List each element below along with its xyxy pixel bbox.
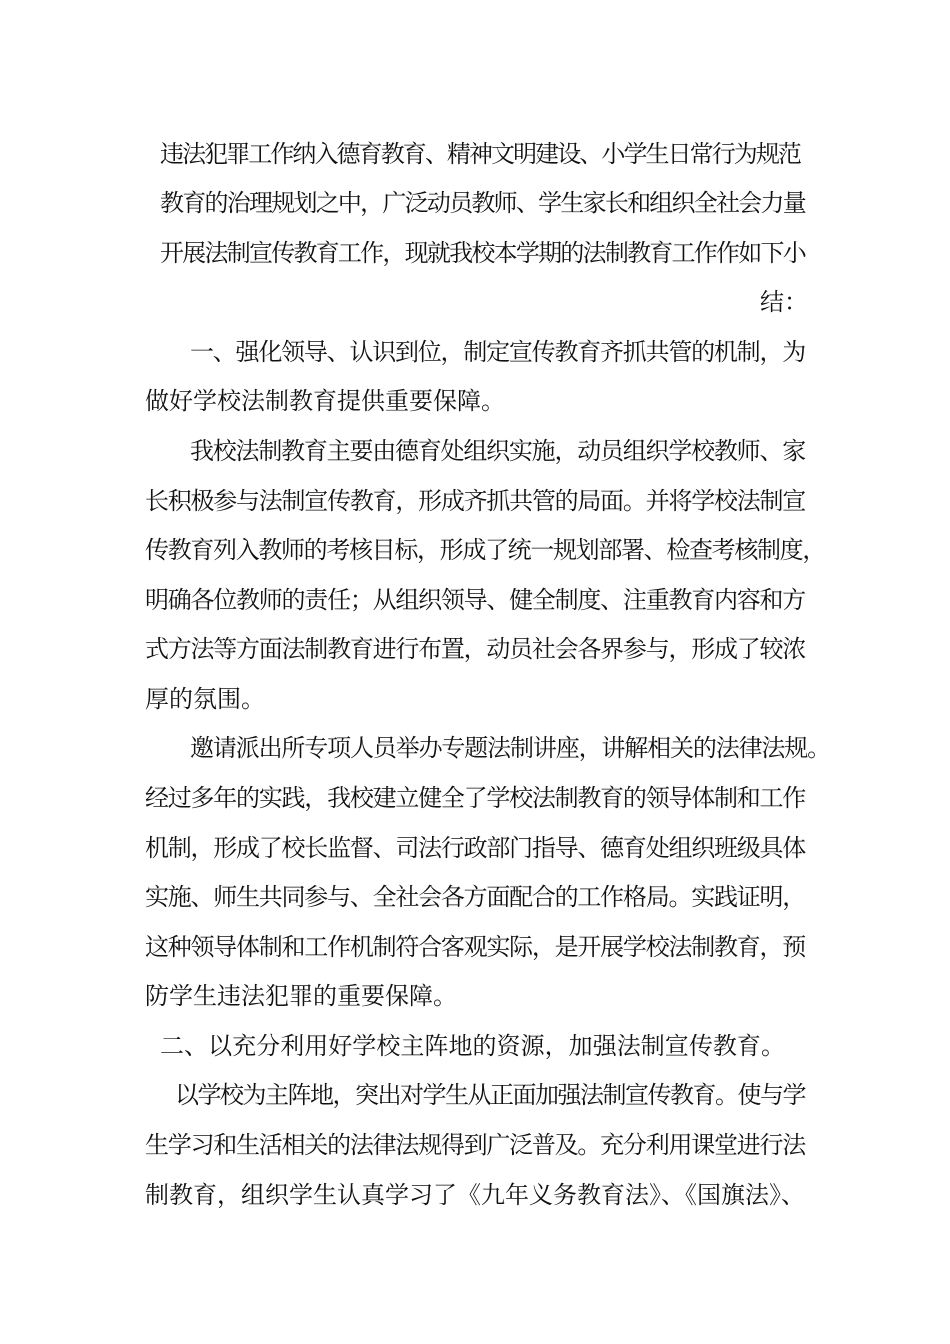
text-line: 传教育列入教师的考核目标，形成了统一规划部署、检查考核制度， — [145, 536, 825, 564]
text-line: 机制，形成了校长监督、司法行政部门指导、德育处组织班级具体 — [145, 834, 805, 862]
text-line: 违法犯罪工作纳入德育教育、精神文明建设、小学生日常行为规范 — [160, 140, 800, 168]
text-line: 式方法等方面法制教育进行布置，动员社会各界参与，形成了较浓 — [145, 635, 805, 663]
text-line: 经过多年的实践，我校建立健全了学校法制教育的领导体制和工作 — [145, 784, 805, 812]
text-line: 生学习和生活相关的法律法规得到广泛普及。充分利用课堂进行法 — [145, 1131, 805, 1159]
section-heading: 二、以充分利用好学校主阵地的资源，加强法制宣传教育。 — [160, 1032, 785, 1060]
text-line: 开展法制宣传教育工作，现就我校本学期的法制教育工作作如下小 — [160, 239, 805, 267]
text-line: 明确各位教师的责任；从组织领导、健全制度、注重教育内容和方 — [145, 586, 805, 614]
text-line: 制教育，组织学生认真学习了《九年义务教育法》、《国旗法》、 — [145, 1181, 805, 1209]
text-line: 这种领导体制和工作机制符合客观实际，是开展学校法制教育，预 — [145, 933, 805, 961]
text-line: 我校法制教育主要由德育处组织实施，动员组织学校教师、家 — [190, 437, 805, 465]
text-line: 教育的治理规划之中，广泛动员教师、学生家长和组织全社会力量 — [160, 189, 805, 217]
section-heading: 一、强化领导、认识到位，制定宣传教育齐抓共管的机制，为 — [190, 338, 805, 366]
text-line: 结： — [760, 288, 808, 316]
text-line: 长积极参与法制宣传教育，形成齐抓共管的局面。并将学校法制宣 — [145, 487, 805, 515]
section-heading: 做好学校法制教育提供重要保障。 — [145, 387, 505, 415]
text-line: 以学校为主阵地，突出对学生从正面加强法制宣传教育。使与学 — [175, 1081, 805, 1109]
text-line: 防学生违法犯罪的重要保障。 — [145, 982, 457, 1010]
text-line: 实施、师生共同参与、全社会各方面配合的工作格局。实践证明， — [145, 883, 805, 911]
text-line: 厚的氛围。 — [145, 685, 265, 713]
text-line: 邀请派出所专项人员举办专题法制讲座，讲解相关的法律法规。 — [190, 734, 830, 762]
